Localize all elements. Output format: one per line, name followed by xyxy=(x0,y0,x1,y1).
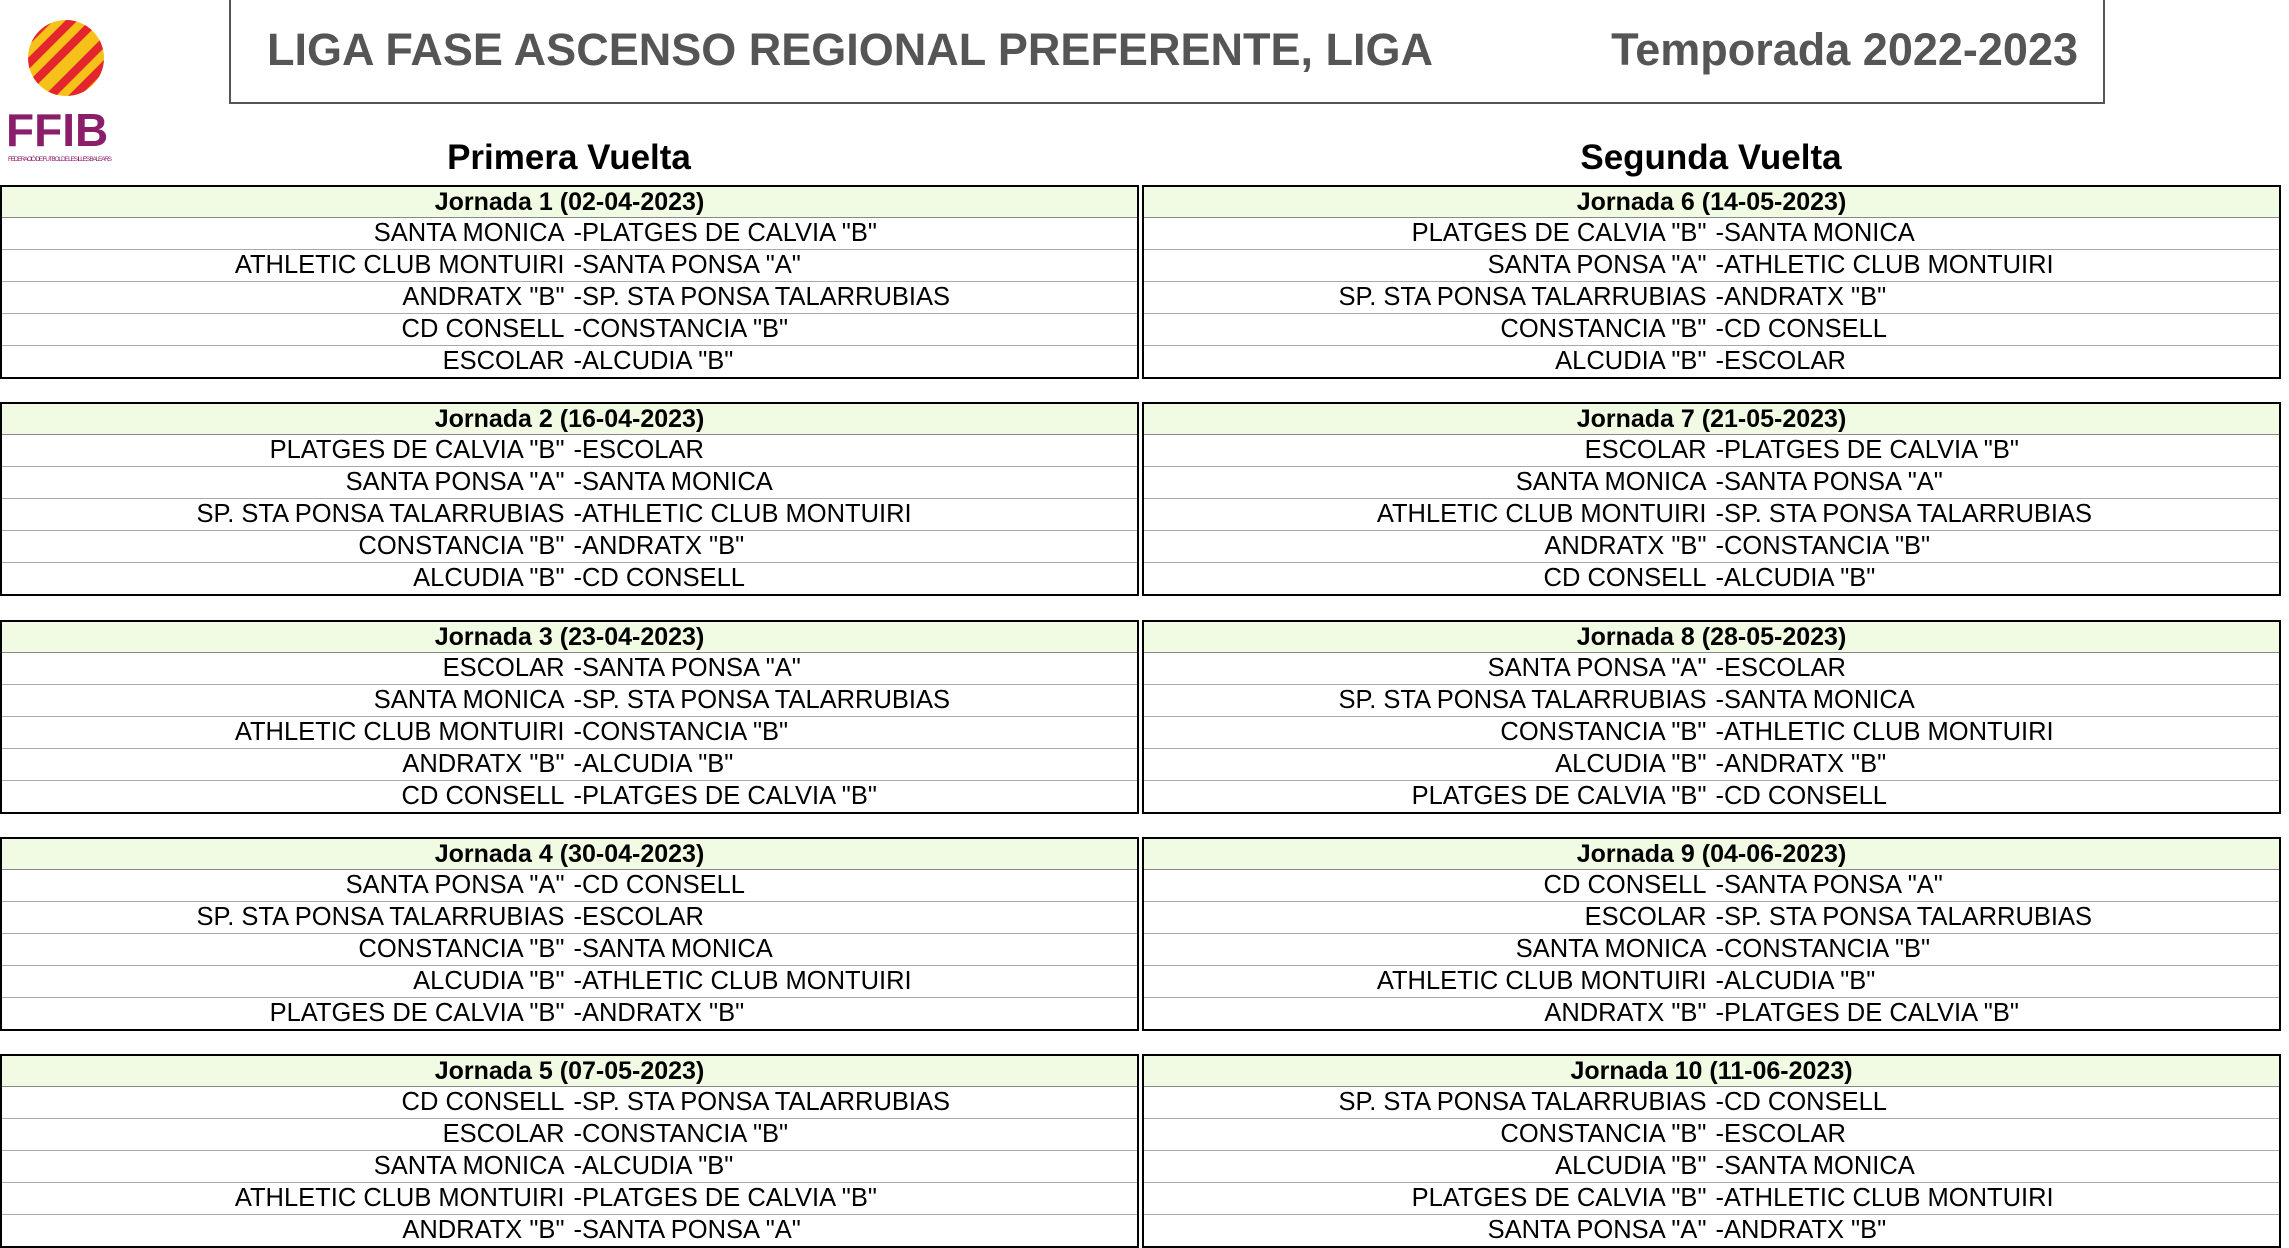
home-team: ANDRATX "B" xyxy=(1544,532,1707,560)
match-row xyxy=(1144,998,2279,1029)
match-row xyxy=(2,1151,1137,1183)
home-team: ANDRATX "B" xyxy=(402,283,565,311)
home-team: CD CONSELL xyxy=(401,1088,565,1116)
home-team: SANTA MONICA xyxy=(1515,935,1707,963)
second-leg-title: Segunda Vuelta xyxy=(1580,138,1842,177)
jornada-block xyxy=(0,1054,1139,1248)
match-row xyxy=(2,998,1137,1029)
match-row xyxy=(2,1183,1137,1215)
match-row xyxy=(2,435,1137,467)
away-team: -ATHLETIC CLUB MONTUIRI xyxy=(573,967,912,995)
logo-text: FFIB xyxy=(6,104,109,156)
home-team: ATHLETIC CLUB MONTUIRI xyxy=(234,718,565,746)
match-row xyxy=(1144,1151,2279,1183)
away-team: -SP. STA PONSA TALARRUBIAS xyxy=(1715,903,2092,931)
away-team: -ATHLETIC CLUB MONTUIRI xyxy=(1715,251,2054,279)
home-team: ATHLETIC CLUB MONTUIRI xyxy=(234,1184,565,1212)
match-row xyxy=(2,717,1137,749)
away-team: -CONSTANCIA "B" xyxy=(573,1120,789,1148)
home-team: SANTA PONSA "A" xyxy=(345,468,565,496)
jornada-block xyxy=(0,620,1139,814)
match-row xyxy=(1144,966,2279,998)
away-team: -SANTA PONSA "A" xyxy=(1715,871,1943,899)
away-team: -ATHLETIC CLUB MONTUIRI xyxy=(573,500,912,528)
home-team: ANDRATX "B" xyxy=(402,1216,565,1244)
home-team: ALCUDIA "B" xyxy=(1555,1152,1707,1180)
jornada-header: Jornada 10 (11-06-2023) xyxy=(1144,1056,2279,1087)
match-row xyxy=(1144,282,2279,314)
home-team: ATHLETIC CLUB MONTUIRI xyxy=(1376,500,1707,528)
match-row xyxy=(2,467,1137,499)
away-team: -SANTA PONSA "A" xyxy=(1715,468,1943,496)
jornada-header: Jornada 8 (28-05-2023) xyxy=(1144,622,2279,653)
home-team: ALCUDIA "B" xyxy=(1555,347,1707,375)
match-row xyxy=(2,902,1137,934)
match-row xyxy=(2,870,1137,902)
home-team: CD CONSELL xyxy=(1543,871,1707,899)
home-team: PLATGES DE CALVIA "B" xyxy=(1411,782,1707,810)
match-row xyxy=(1144,870,2279,902)
away-team: -SP. STA PONSA TALARRUBIAS xyxy=(573,686,950,714)
home-team: ESCOLAR xyxy=(1584,436,1707,464)
home-team: ATHLETIC CLUB MONTUIRI xyxy=(1376,967,1707,995)
match-row xyxy=(1144,531,2279,563)
home-team: SANTA PONSA "A" xyxy=(1487,1216,1707,1244)
match-row xyxy=(1144,902,2279,934)
home-team: ESCOLAR xyxy=(442,1120,565,1148)
match-row xyxy=(2,653,1137,685)
match-row xyxy=(2,282,1137,314)
match-row xyxy=(2,314,1137,346)
jornada-block xyxy=(0,837,1139,1031)
away-team: -SP. STA PONSA TALARRUBIAS xyxy=(1715,500,2092,528)
match-row xyxy=(1144,250,2279,282)
home-team: PLATGES DE CALVIA "B" xyxy=(1411,219,1707,247)
match-row xyxy=(2,749,1137,781)
match-row xyxy=(1144,781,2279,812)
home-team: ANDRATX "B" xyxy=(1544,999,1707,1027)
match-row xyxy=(1144,1215,2279,1246)
jornada-block xyxy=(1142,1054,2281,1248)
home-team: SP. STA PONSA TALARRUBIAS xyxy=(196,903,565,931)
jornada-block xyxy=(0,185,1139,379)
match-row xyxy=(2,346,1137,377)
away-team: -ALCUDIA "B" xyxy=(1715,967,1876,995)
match-row xyxy=(1144,467,2279,499)
jornada-header: Jornada 9 (04-06-2023) xyxy=(1144,839,2279,870)
home-team: SANTA PONSA "A" xyxy=(1487,251,1707,279)
away-team: -ALCUDIA "B" xyxy=(573,1152,734,1180)
away-team: -SANTA MONICA xyxy=(1715,219,1915,247)
away-team: -ATHLETIC CLUB MONTUIRI xyxy=(1715,1184,2054,1212)
jornada-header: Jornada 3 (23-04-2023) xyxy=(2,622,1137,653)
away-team: -ANDRATX "B" xyxy=(1715,750,1887,778)
jornada-header: Jornada 1 (02-04-2023) xyxy=(2,187,1137,218)
home-team: CD CONSELL xyxy=(1543,564,1707,592)
match-row xyxy=(1144,314,2279,346)
away-team: -ESCOLAR xyxy=(1715,347,1846,375)
match-row xyxy=(2,1119,1137,1151)
first-leg-title: Primera Vuelta xyxy=(447,138,691,177)
away-team: -SANTA MONICA xyxy=(573,935,773,963)
logo-subtext: FEDERACIÓ DE FUTBOL DE LES ILLES BALEARS xyxy=(8,156,112,163)
home-team: CONSTANCIA "B" xyxy=(1500,315,1707,343)
match-row xyxy=(1144,499,2279,531)
away-team: -SANTA PONSA "A" xyxy=(573,654,801,682)
jornada-block xyxy=(0,402,1139,596)
home-team: SP. STA PONSA TALARRUBIAS xyxy=(1338,1088,1707,1116)
away-team: -ANDRATX "B" xyxy=(573,999,745,1027)
away-team: -CONSTANCIA "B" xyxy=(1715,935,1931,963)
away-team: -ESCOLAR xyxy=(573,436,704,464)
away-team: -CONSTANCIA "B" xyxy=(573,315,789,343)
away-team: -SANTA MONICA xyxy=(1715,686,1915,714)
away-team: -PLATGES DE CALVIA "B" xyxy=(573,782,877,810)
match-row xyxy=(1144,563,2279,594)
match-row xyxy=(2,218,1137,250)
home-team: SP. STA PONSA TALARRUBIAS xyxy=(196,500,565,528)
match-row xyxy=(2,685,1137,717)
match-row xyxy=(1144,346,2279,377)
match-row xyxy=(1144,218,2279,250)
jornada-header: Jornada 7 (21-05-2023) xyxy=(1144,404,2279,435)
jornada-header: Jornada 5 (07-05-2023) xyxy=(2,1056,1137,1087)
away-team: -PLATGES DE CALVIA "B" xyxy=(1715,999,2019,1027)
jornada-header: Jornada 6 (14-05-2023) xyxy=(1144,187,2279,218)
match-row xyxy=(2,781,1137,812)
home-team: ALCUDIA "B" xyxy=(413,967,565,995)
home-team: CONSTANCIA "B" xyxy=(1500,718,1707,746)
away-team: -CD CONSELL xyxy=(573,564,745,592)
match-row xyxy=(2,934,1137,966)
away-team: -ALCUDIA "B" xyxy=(573,750,734,778)
away-team: -ANDRATX "B" xyxy=(573,532,745,560)
away-team: -CD CONSELL xyxy=(1715,315,1887,343)
jornada-header: Jornada 4 (30-04-2023) xyxy=(2,839,1137,870)
home-team: SANTA MONICA xyxy=(373,219,565,247)
away-team: -PLATGES DE CALVIA "B" xyxy=(573,219,877,247)
away-team: -SANTA PONSA "A" xyxy=(573,251,801,279)
home-team: CONSTANCIA "B" xyxy=(358,532,565,560)
away-team: -CONSTANCIA "B" xyxy=(1715,532,1931,560)
away-team: -SP. STA PONSA TALARRUBIAS xyxy=(573,283,950,311)
match-row xyxy=(2,499,1137,531)
away-team: -ESCOLAR xyxy=(1715,1120,1846,1148)
away-team: -CONSTANCIA "B" xyxy=(573,718,789,746)
match-row xyxy=(1144,685,2279,717)
home-team: SANTA PONSA "A" xyxy=(1487,654,1707,682)
jornada-block xyxy=(1142,402,2281,596)
home-team: CONSTANCIA "B" xyxy=(358,935,565,963)
match-row xyxy=(1144,749,2279,781)
away-team: -ATHLETIC CLUB MONTUIRI xyxy=(1715,718,2054,746)
away-team: -PLATGES DE CALVIA "B" xyxy=(1715,436,2019,464)
home-team: PLATGES DE CALVIA "B" xyxy=(1411,1184,1707,1212)
match-row xyxy=(1144,717,2279,749)
away-team: -SANTA MONICA xyxy=(1715,1152,1915,1180)
away-team: -ANDRATX "B" xyxy=(1715,283,1887,311)
away-team: -ESCOLAR xyxy=(573,903,704,931)
match-row xyxy=(2,966,1137,998)
away-team: -ESCOLAR xyxy=(1715,654,1846,682)
home-team: SP. STA PONSA TALARRUBIAS xyxy=(1338,686,1707,714)
home-team: ALCUDIA "B" xyxy=(1555,750,1707,778)
home-team: SANTA MONICA xyxy=(373,686,565,714)
away-team: -ALCUDIA "B" xyxy=(1715,564,1876,592)
home-team: SANTA MONICA xyxy=(1515,468,1707,496)
season-label: Temporada 2022-2023 xyxy=(1611,24,2078,75)
away-team: -SANTA MONICA xyxy=(573,468,773,496)
home-team: PLATGES DE CALVIA "B" xyxy=(269,999,565,1027)
match-row xyxy=(1144,934,2279,966)
home-team: CONSTANCIA "B" xyxy=(1500,1120,1707,1148)
home-team: ANDRATX "B" xyxy=(402,750,565,778)
match-row xyxy=(1144,1087,2279,1119)
away-team: -ALCUDIA "B" xyxy=(573,347,734,375)
match-row xyxy=(2,1087,1137,1119)
home-team: CD CONSELL xyxy=(401,315,565,343)
jornada-block xyxy=(1142,837,2281,1031)
home-team: ESCOLAR xyxy=(442,654,565,682)
match-row xyxy=(1144,435,2279,467)
away-team: -SANTA PONSA "A" xyxy=(573,1216,801,1244)
match-row xyxy=(1144,1183,2279,1215)
away-team: -PLATGES DE CALVIA "B" xyxy=(573,1184,877,1212)
jornada-header: Jornada 2 (16-04-2023) xyxy=(2,404,1137,435)
home-team: SP. STA PONSA TALARRUBIAS xyxy=(1338,283,1707,311)
home-team: ESCOLAR xyxy=(442,347,565,375)
away-team: -CD CONSELL xyxy=(573,871,745,899)
jornada-block xyxy=(1142,185,2281,379)
home-team: ALCUDIA "B" xyxy=(413,564,565,592)
page-title: LIGA FASE ASCENSO REGIONAL PREFERENTE, LIGA xyxy=(267,24,1433,75)
away-team: -ANDRATX "B" xyxy=(1715,1216,1887,1244)
home-team: PLATGES DE CALVIA "B" xyxy=(269,436,565,464)
home-team: SANTA PONSA "A" xyxy=(345,871,565,899)
title-banner xyxy=(229,0,2105,104)
home-team: SANTA MONICA xyxy=(373,1152,565,1180)
match-row xyxy=(2,531,1137,563)
match-row xyxy=(2,563,1137,594)
home-team: ATHLETIC CLUB MONTUIRI xyxy=(234,251,565,279)
away-team: -CD CONSELL xyxy=(1715,782,1887,810)
match-row xyxy=(1144,653,2279,685)
match-row xyxy=(2,250,1137,282)
home-team: ESCOLAR xyxy=(1584,903,1707,931)
home-team: CD CONSELL xyxy=(401,782,565,810)
match-row xyxy=(2,1215,1137,1246)
away-team: -SP. STA PONSA TALARRUBIAS xyxy=(573,1088,950,1116)
match-row xyxy=(1144,1119,2279,1151)
away-team: -CD CONSELL xyxy=(1715,1088,1887,1116)
jornada-block xyxy=(1142,620,2281,814)
